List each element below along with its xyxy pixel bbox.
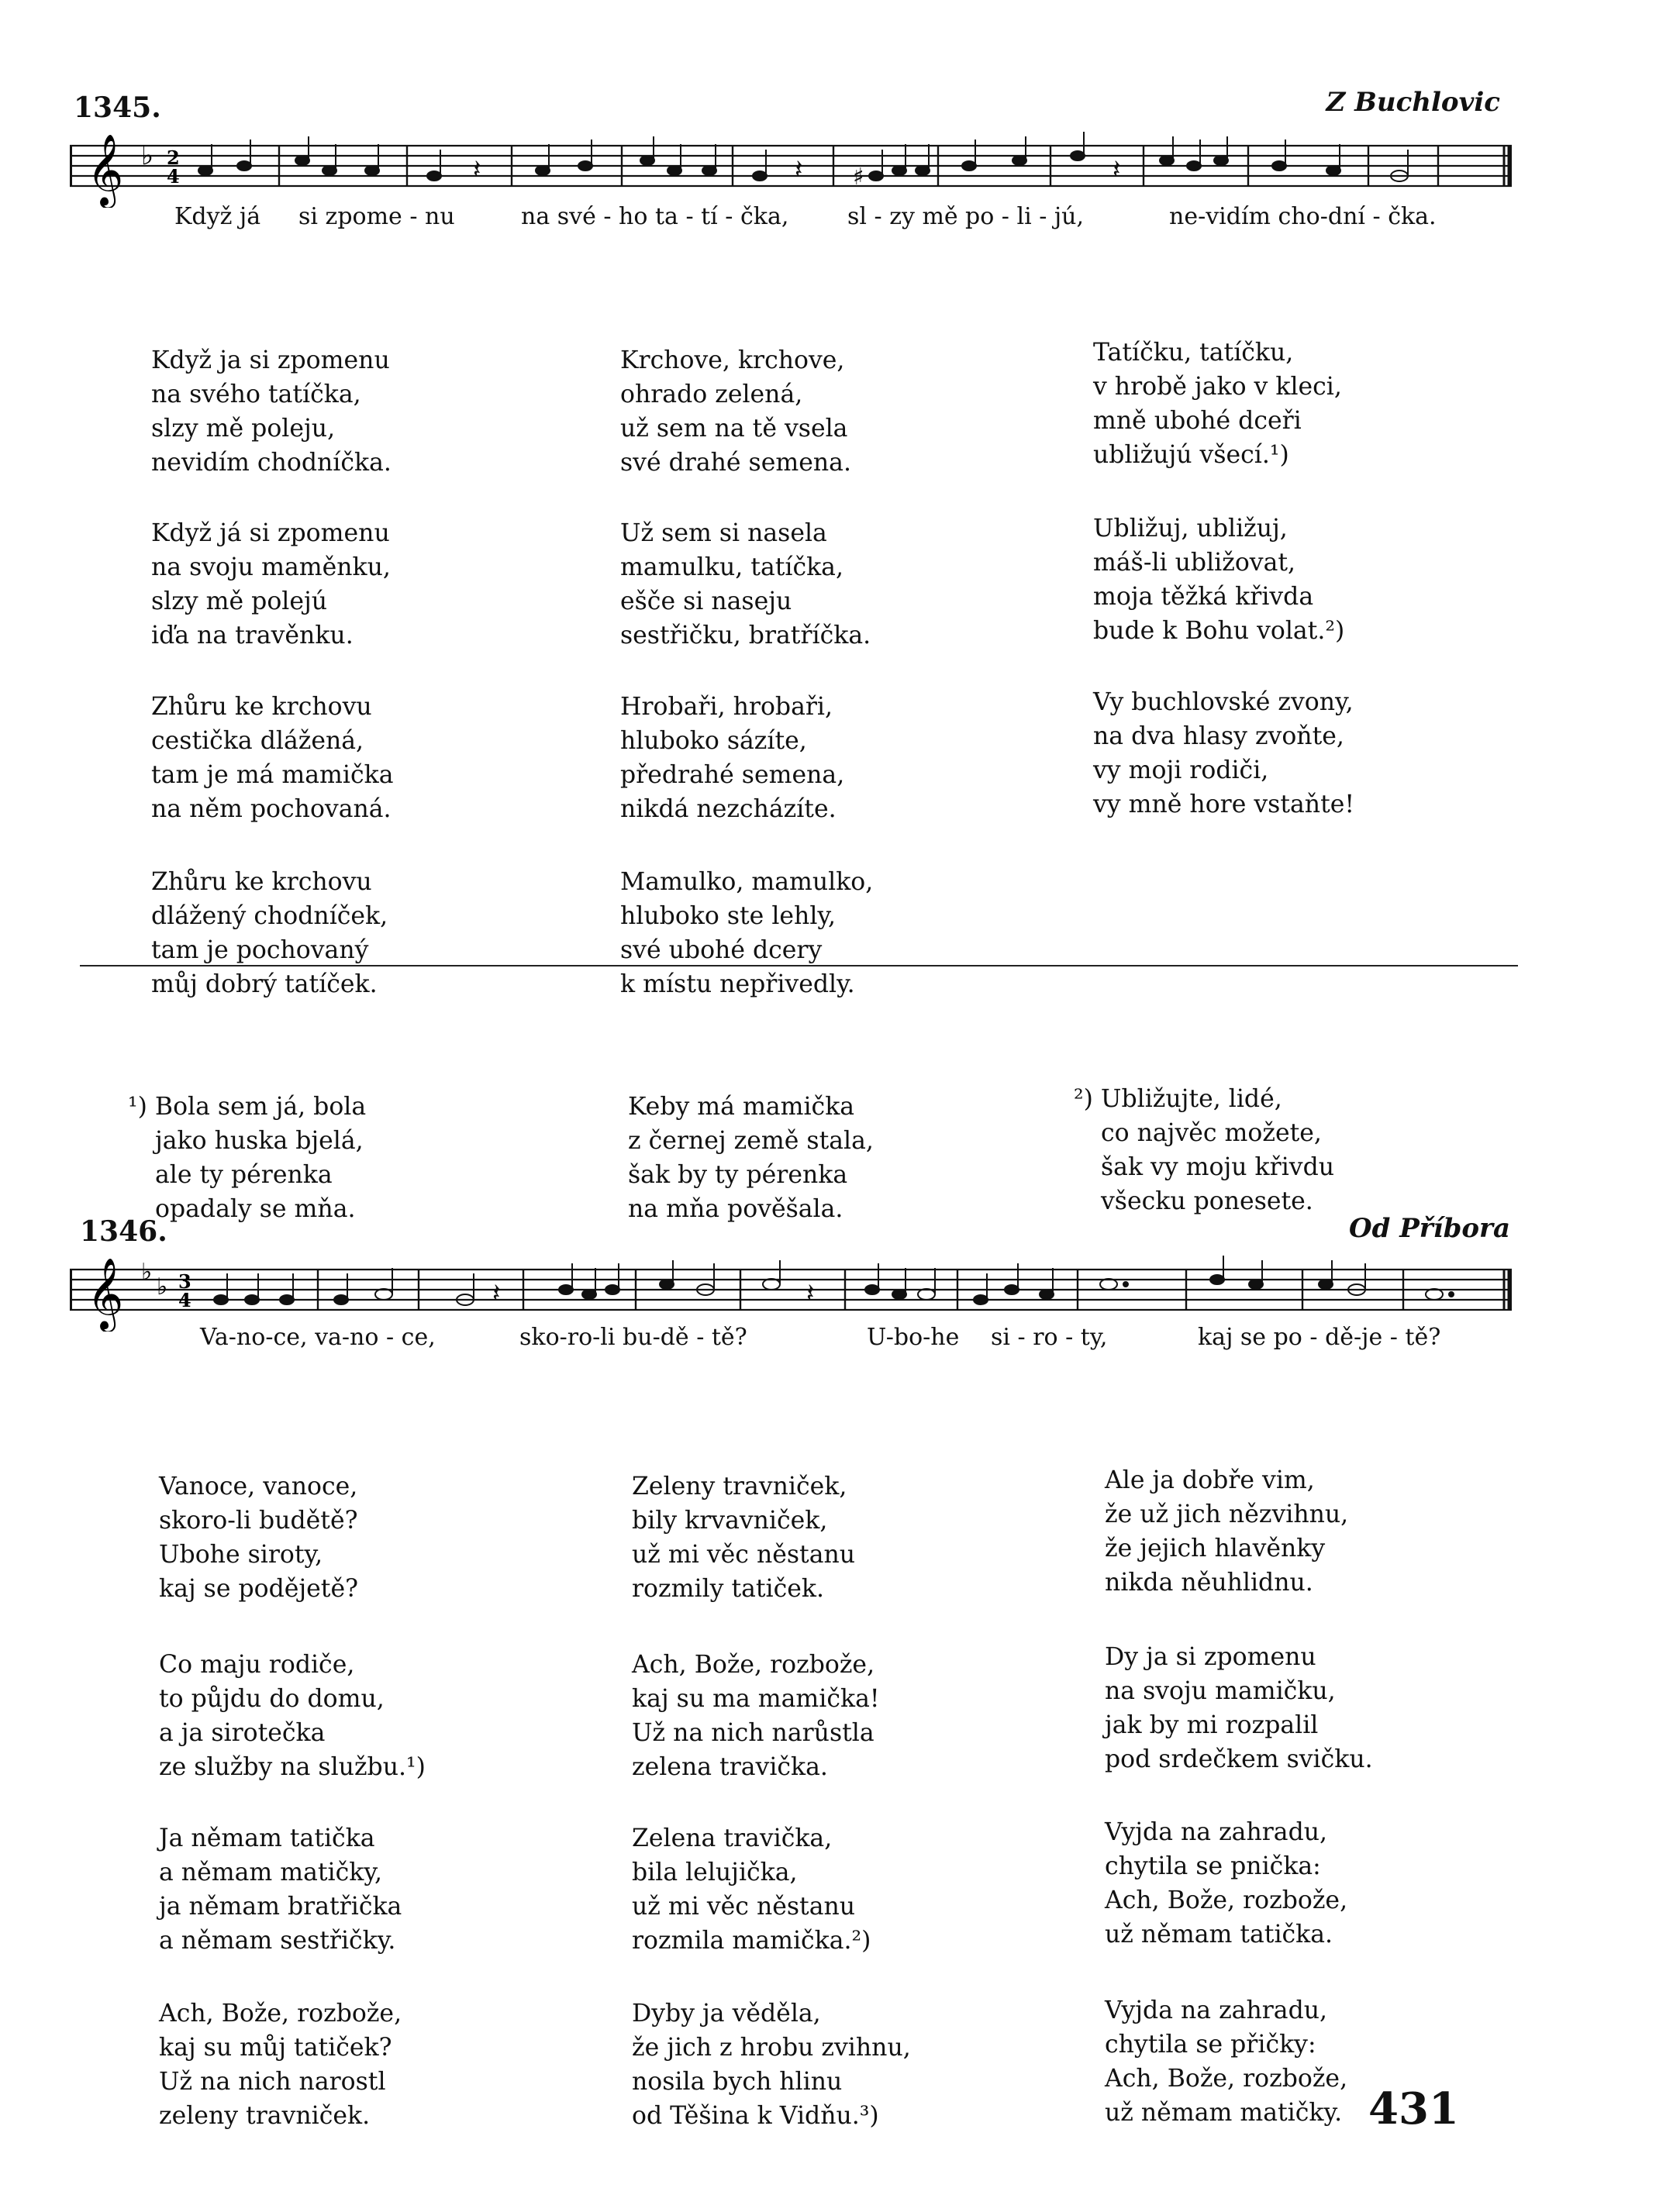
underlay-syllable: sko-ro-li bu-dě - tě?: [519, 1324, 747, 1351]
svg-text:4: 4: [167, 165, 180, 188]
svg-text:4: 4: [178, 1289, 191, 1311]
song-origin: Od Příbora: [1348, 1213, 1510, 1244]
stanza: Zelena travička, bila lelujička, už mi věc něstanu rozmila mamička.²): [632, 1824, 871, 1955]
stanza: Ach, Bože, rozbože, kaj su můj tatiček? Už na nich narostl zeleny travniček.: [159, 2000, 402, 2130]
stanza: Zhůru ke krchovu cestička dlážená, tam je má mamička na něm pochovaná.: [151, 693, 394, 823]
page-number: 431: [1368, 2083, 1459, 2134]
stanza: Když já si zpomenu na svoju maměnku, slzy mě polejú iďa na travěnku.: [151, 519, 391, 649]
stanza: Zeleny travniček, bily krvavniček, už mi věc něstanu rozmily tatiček.: [632, 1473, 856, 1603]
underlay-syllable: si - ro - ty,: [991, 1324, 1108, 1351]
treble-clef-icon: 𝄞: [87, 133, 124, 205]
stanza: Když ja si zpomenu na svého tatíčka, slzy mě poleju, nevidím chodníčka.: [151, 346, 392, 477]
underlay-syllable: U-bo-he: [867, 1324, 960, 1351]
stanza: Tatíčku, tatíčku, v hrobě jako v kleci, mně ubohé dceři ubližujú všecí.¹): [1093, 339, 1342, 469]
underlay-syllable: po - li - jú,: [965, 203, 1085, 230]
stanza: Vyjda na zahradu, chytila se přičky: Ach, Bože, rozbože, už němam matičky.: [1105, 1997, 1348, 2127]
stanza: Vyjda na zahradu, chytila se pnička: Ach, Bože, rozbože, už němam tatička.: [1105, 1818, 1348, 1948]
underlay-syllable: na své - ho ta - tí - čka,: [521, 203, 789, 230]
stanza: Ubližuj, ubližuj, máš-li ubližovat, moja těžká křivda bude k Bohu volat.²): [1093, 515, 1345, 645]
svg-text:𝄽: 𝄽: [473, 154, 481, 185]
flat-icon: ♭: [141, 140, 154, 171]
notes: [214, 1256, 1454, 1309]
stanza: Mamulko, mamulko, hluboko ste lehly, své ubohé dcery k místu nepřivedly.: [620, 868, 874, 998]
svg-text:♯: ♯: [853, 164, 864, 191]
svg-text:2: 2: [167, 146, 180, 169]
stanza: Dy ja si zpomenu na svoju mamičku, jak by mi rozpalil pod srdečkem svičku.: [1105, 1643, 1373, 1773]
footnote: ²) Ubližujte, lidé, co najvěc možete, šak vy moju křivdu všecku ponesete.: [1074, 1085, 1335, 1215]
notes: [198, 132, 1408, 191]
stanza: Vy buchlovské zvony, na dva hlasy zvoňte, vy moji rodiči, vy mně hore vstaňte!: [1093, 688, 1355, 818]
svg-text:𝄽: 𝄽: [806, 1278, 815, 1309]
stanza: Ale ja dobře vim, že už jich nězvihnu, že jejich hlavěnky nikda něuhlidnu.: [1105, 1466, 1349, 1597]
stanza: Krchove, krchove, ohrado zelená, už sem na tě vsela své drahé semena.: [620, 346, 851, 477]
stanza: Co maju rodiče, to půjdu do domu, a ja sirotečka ze služby na službu.¹): [159, 1651, 426, 1781]
stanza: Hrobaři, hrobaři, hluboko sázíte, předrahé semena, nikdá nezcházíte.: [620, 693, 845, 823]
music-staff: [70, 130, 1512, 208]
underlay-syllable: si zpome - nu: [298, 203, 455, 230]
music-staff: [70, 1254, 1512, 1332]
stanza: Ach, Bože, rozbože, kaj su ma mamička! Už na nich narůstla zelena travička.: [632, 1651, 880, 1781]
stanza: Už sem si nasela mamulku, tatíčka, ešče si naseju sestřičku, bratříčka.: [620, 519, 871, 649]
stanza: Vanoce, vanoce, skoro-li budětě? Ubohe siroty, kaj se podějetě?: [159, 1473, 358, 1603]
treble-clef-icon: 𝄞: [87, 1257, 124, 1329]
svg-text:3: 3: [178, 1270, 191, 1293]
song-number: 1346.: [80, 1215, 167, 1248]
stanza: Zhůru ke krchovu dlážený chodníček, tam je pochovaný můj dobrý tatíček.: [151, 868, 388, 998]
underlay-syllable: sl - zy mě: [847, 203, 958, 230]
underlay-syllable: kaj se po - dě-je - tě?: [1198, 1324, 1441, 1351]
footnote-divider: [80, 965, 1518, 966]
underlay-syllable: Když já: [174, 203, 261, 230]
stanza: Dyby ja věděla, že jich z hrobu zvihnu, nosila bych hlinu od Těšina k Vidňu.³): [632, 2000, 911, 2130]
song-number: 1345.: [74, 91, 161, 124]
underlay-syllable: ne-vidím cho-dní - čka.: [1169, 203, 1437, 230]
stanza: Ja němam tatička a němam matičky, ja němam bratřička a němam sestřičky.: [159, 1824, 402, 1955]
flat-icon: ♭: [157, 1273, 168, 1301]
flat-icon: ♭: [141, 1259, 153, 1286]
svg-text:𝄽: 𝄽: [492, 1278, 501, 1309]
underlay-syllable: Va-no-ce, va-no - ce,: [200, 1324, 436, 1351]
footnote: ¹) Bola sem já, bola jako huska bjelá, ale ty pérenka opadaly se mňa.: [128, 1093, 367, 1223]
footnote: Keby má mamička z černej země stala, šak by ty pérenka na mňa pověšala.: [628, 1093, 874, 1223]
svg-text:𝄽: 𝄽: [795, 154, 803, 185]
song-origin: Z Buchlovic: [1326, 87, 1500, 118]
svg-text:𝄽: 𝄽: [1113, 154, 1121, 185]
